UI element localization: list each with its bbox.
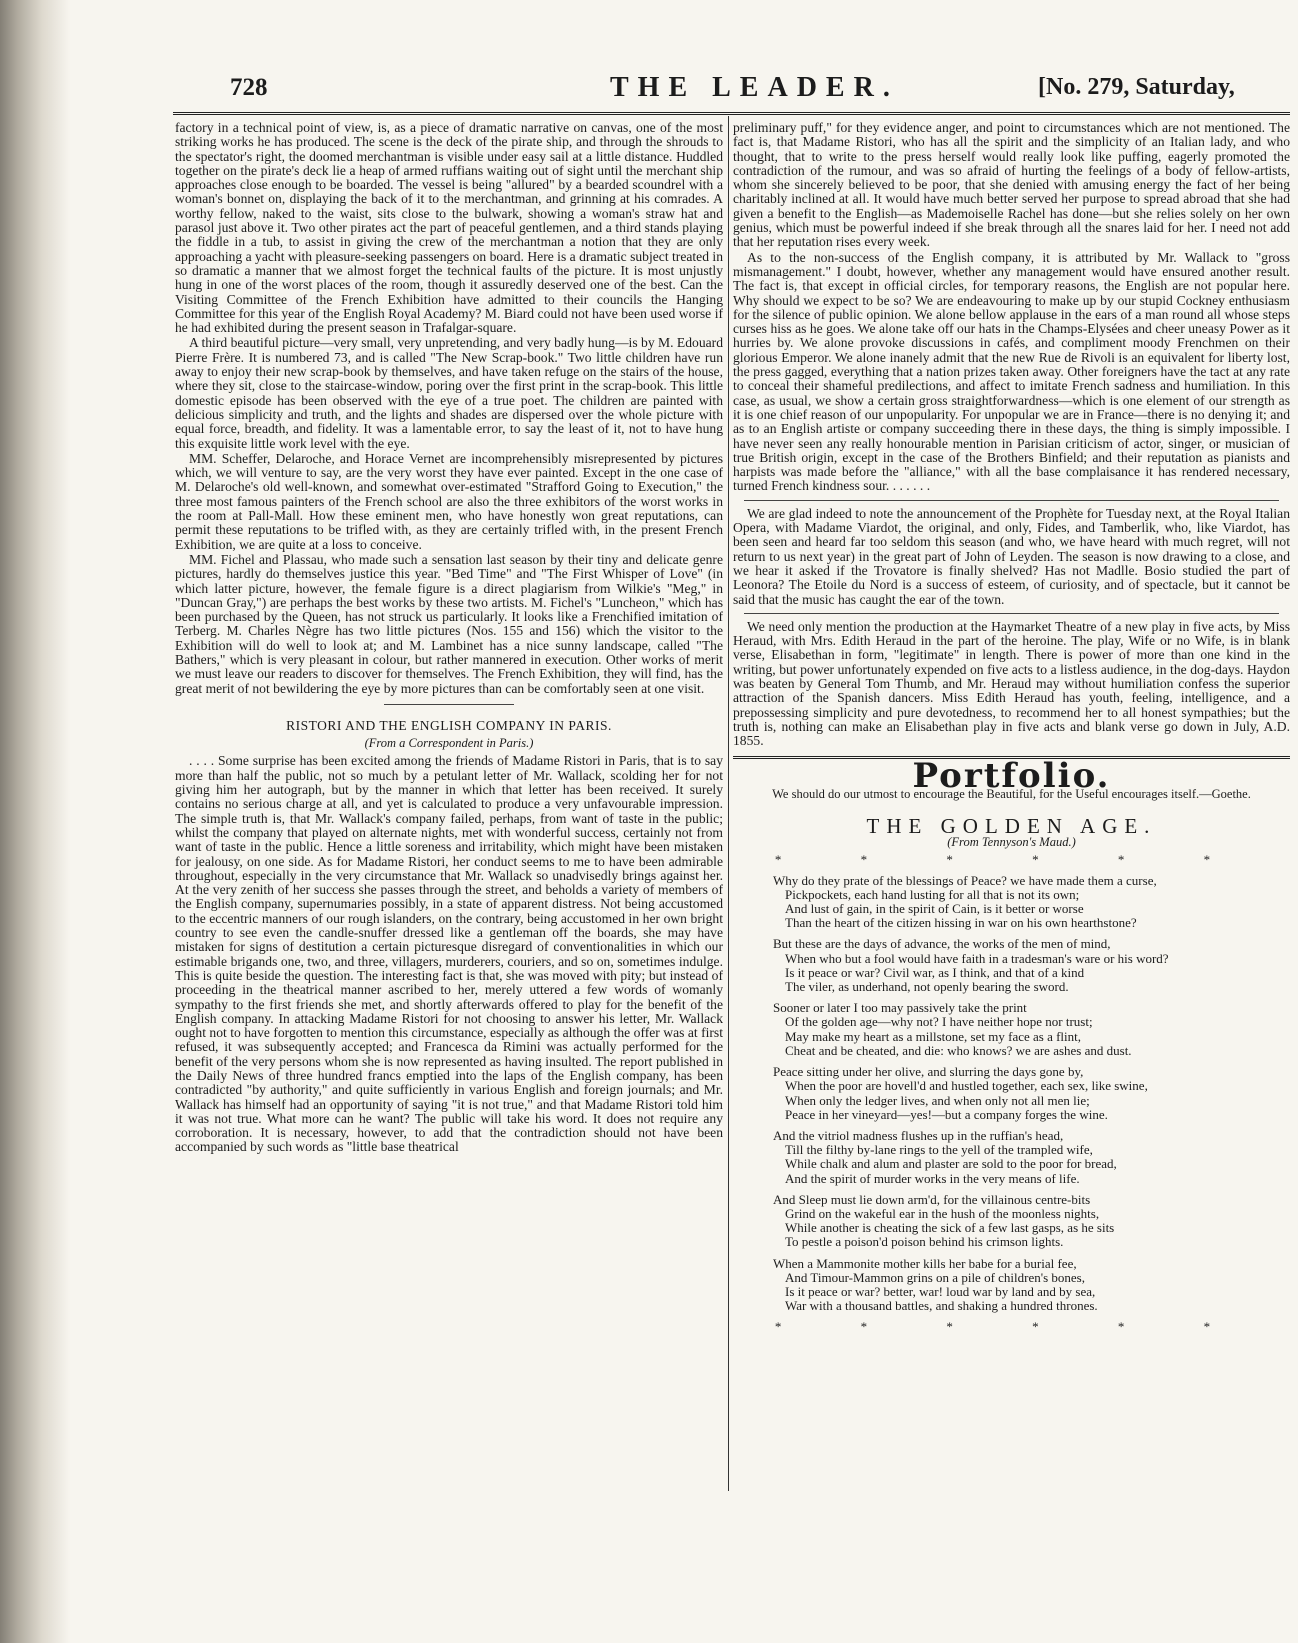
paragraph: A third beautiful picture—very small, very unpretending, and very badly hung—is by M. Edouard Pierre Frère. It is numbered 73, and is called "The New Scrap-book." Two little children have run away to enjoy their new scrap-book by themselves, and have taken refuge on the stairs of the house, where they sit, close to the staircase-window, poring over the first print in the scrap-book. This little domestic episode has been observed with the eye of a true poet. The children are painted with delicious simplicity and truth, and the lights and shades are dispersed over the whole picture with equal force, breadth, and fidelity. It was a lamentable error, to say the least of it, not to have hung this exquisite little work level with the eye. bbox=[175, 335, 723, 451]
paragraph: As to the non-success of the English company, it is attributed by Mr. Wallack to "gross mismanagement." I doubt, however, whether any management would have ensured another result. The fact is, that except in official circles, for temporary reasons, the English are not popular here. Why should we expect to be so? We are endeavouring to make up by our stupid Cockney enthusiasm for the silence of public opinion. We alone bellow applause in the ears of a man round all whose steps curses hiss as he goes. We alone take off our hats in the Champs-Elysées and cheer uneasy Power as it hurries by. We alone provoke discussions in cafés, and compliment moody Frenchmen on their glorious Emperor. We alone inanely admit that the new Rue de Rivoli is an equivalent for liberty lost, the press gagged, everything that a nation prizes taken away. Other foreigners have the tact at any rate to conceal their shameful predilections, and affect to imitate French sadness and humiliation. In this case, as usual, we show a certain gross straightforwardness—which is one element of our strength as it is one chief reason of our unpopularity. For unpopular we are in France—there is no denying it; and as to an English artiste or company succeeding there in these days, the thing is simply impossible. I have never seen any really honourable mention in Parisian criticism of actor, singer, or musician of true British origin, except in the case of the Brothers Binfield; and their reputation as pianists and harpists was made before the "alliance," with all the base complaisance it has rendered necessary, turned French kindness sour. . . . . . . bbox=[733, 249, 1290, 494]
header-rule bbox=[173, 112, 1290, 115]
star-separator: * * * * * * bbox=[774, 852, 1249, 868]
poem-stanza bbox=[773, 874, 1290, 931]
poem-line: Cheat and be cheated, and die: who knows? we are ashes and dust. bbox=[785, 1042, 1132, 1058]
poem-line: Pickpockets, each hand lusting for all that is not its own; bbox=[785, 886, 1080, 902]
poem-line: The viler, as underhand, not openly bearing the sword. bbox=[785, 979, 1069, 995]
poem-line: Grind on the wakeful ear in the hush of the moonless nights, bbox=[785, 1205, 1100, 1221]
page-spine-shadow bbox=[0, 0, 70, 1643]
left-column bbox=[175, 121, 723, 1611]
poem-line: And Sleep must lie down arm'd, for the villainous centre-bits bbox=[773, 1191, 1091, 1207]
poem-line: Till the filthy by-lane rings to the yell of the trampled wife, bbox=[785, 1142, 1093, 1158]
page-number: 728 bbox=[230, 74, 268, 101]
poem-title: THE GOLDEN AGE. bbox=[866, 813, 1157, 838]
portfolio-heading: Portfolio. bbox=[912, 756, 1111, 797]
poem-source: (From Tennyson's Maud.) bbox=[947, 835, 1076, 850]
poem-line: And lust of gain, in the spirit of Cain, is it better or worse bbox=[785, 901, 1084, 917]
paragraph: preliminary puff," for they evidence anger, and point to circumstances which are not mentioned. The fact is, that Madame Ristori, who has all the spirit and the simplicity of an Italian lady, and who thought, that to write to the press herself would really look like puffing, eagerly promoted the contradiction of the rumour, and was so afraid of hurting the feelings of a body of fellow-artists, whom she sincerely believed to be poor, that she denied with amusing energy the fact of her being charitably inclined at all. It would have much better served her purpose to spread abroad that she had given a benefit to the English—as Mademoiselle Rachel has done—but she relies solely on her own genius, which must be powerful indeed if she break through all the snares laid for her. I need not add that her reputation rises every week. bbox=[733, 121, 1290, 250]
poem-line: When only the ledger lives, and when only not all men lie; bbox=[785, 1092, 1090, 1108]
poem-stanza bbox=[773, 1257, 1290, 1314]
article-body: . . . . Some surprise has been excited among the friends of Madame Ristori in Paris, that is to say more than half the public, not so much by a petulant letter of Mr. Wallack, scolding her for not giving him her autograph, but by the manner in which that letter has been received. It surely contains no serious charge at all, and yet is calculated to produce a very unfavourable impression. The simple truth is, that Mr. Wallack's company failed, perhaps, from want of taste in the public; whilst the company that played on alternate nights, met with wonderful success, certainly not from want of taste in the public. Hence a little soreness and irritability, which might have been mistaken for jealousy, on one side. As for Madame Ristori, her conduct seems to me to have been admirable throughout, especially in the very circumstance that Mr. Wallack so unadvisedly brings against her. At the very zenith of her success she passes through the street, and beholds a variety of members of the English company, supernumaries possibly, in a state of apparent distress. Not being accustomed to the eccentric manners of our rough islanders, on the contrary, being accustomed in her own bright country to see even the candle-snuffer dressed like a gentleman off the boards, she may have mistaken for signs of destitution a certain picturesque disregard of conventionalities in which our estimable brigands one, two, and three, villagers, murderers, couriers, and so on, sometimes indulge. This is quite beside the question. The interesting fact is that, she was moved with pity; but instead of proceeding in the theatrical manner ascribed to her, merely uttered a few words of womanly sympathy to the first friends she met, and shortly afterwards offered to play for the benefit of the English company. In attacking Madame Ristori for not choosing to answer his letter, Mr. Wallack ought not to have forgotten to mention this circumstance, especially as although the offer was at first refused, it was subsequently accepted; and Francesca da Rimini was actually performed for the benefit of the very persons whom she is now represented as having insulted. The report published in the Daily News of three hundred francs emptied into the laps of the English company, has been contradicted "by authority," and quite sufficiently in various English and foreign journals; and Mr. Wallack has himself had an opportunity of saying "it is not true," and that Madame Ristori told him it was not true. What more can he want? The public will take his word. It does not require any corroboration. It is necessary, however, to add that the contradiction should not have been accompanied by such words as "little base theatrical bbox=[175, 753, 723, 1155]
poem-line: But these are the days of advance, the works of the men of mind, bbox=[773, 936, 1111, 952]
poem-line: May make my heart as a millstone, set my face as a flint, bbox=[785, 1028, 1082, 1044]
article-subtitle: (From a Correspondent in Paris.) bbox=[364, 736, 534, 751]
poem-line: While another is cheating the sick of a few last gasps, as he sits bbox=[785, 1220, 1115, 1236]
poem-stanza bbox=[773, 1193, 1290, 1250]
poem-line: Is it peace or war? better, war! loud war by land and by sea, bbox=[785, 1283, 1096, 1299]
poem-body bbox=[773, 874, 1290, 1314]
issue-number: [No. 279, Saturday, bbox=[1038, 74, 1235, 100]
poem-line: And the vitriol madness flushes up in the ruffian's head, bbox=[773, 1127, 1064, 1143]
poem-stanza bbox=[773, 1001, 1290, 1058]
section-rule bbox=[744, 500, 1279, 501]
poem-line: When the poor are hovell'd and hustled together, each sex, like swine, bbox=[785, 1078, 1148, 1094]
poem-line: War with a thousand battles, and shaking a hundred thrones. bbox=[785, 1298, 1098, 1314]
poem-line: To pestle a poison'd poison behind his crimson lights. bbox=[785, 1234, 1064, 1250]
end-star-separator: * * * * * * bbox=[774, 1319, 1249, 1335]
masthead-title: THE LEADER. bbox=[610, 72, 899, 103]
poem-line: And the spirit of murder works in the very means of life. bbox=[785, 1170, 1080, 1186]
poem-stanza bbox=[773, 937, 1290, 994]
poem-line: When a Mammonite mother kills her babe for a burial fee, bbox=[773, 1255, 1077, 1271]
poem-line: Why do they prate of the blessings of Peace? we have made them a curse, bbox=[773, 872, 1157, 888]
haymarket-paragraph: We need only mention the production at the Haymarket Theatre of a new play in five acts, by Miss Heraud, with Mrs. Edith Heraud in the part of the heroine. The play, Wife or no Wife, is in blank verse, Elisabethan in form, "legitimate" in length. There is power of more than one kind in the writing, but power unfortunately expended on five acts to a listless audience, in the dog-days. Haydon was beaten by General Tom Thumb, and Mr. Heraud may without humiliation confess the superior attraction of the Spanish dancers. Miss Edith Heraud has youth, feeling, intelligence, and a prepossessing simplicity and pure devotedness, to recommend her to all honest sympathies; but the truth is, nothing can make an Elisabethan play in five acts and blank verse go down in July, A.D. 1855. bbox=[733, 618, 1290, 749]
poem-line: When who but a fool would have faith in a tradesman's ware or his word? bbox=[785, 950, 1169, 966]
poem-stanza bbox=[773, 1065, 1290, 1122]
column-divider bbox=[728, 116, 729, 1491]
poem-line: Sooner or later I too may passively take the print bbox=[773, 1000, 1027, 1016]
poem-line: Peace sitting under her olive, and slurring the days gone by, bbox=[773, 1064, 1084, 1080]
paragraph: MM. Fichel and Plassau, who made such a sensation last season by their tiny and delicate genre pictures, hardly do themselves justice this year. "Bed Time" and "The First Whisper of Love" (in which latter picture, however, the female figure is a direct plagiarism from Wilkie's "Meg," in "Duncan Gray,") are perhaps the best works by these two artists. M. Fichel's "Luncheon," which has been purchased by the Queen, has not struck us particularly. It looks like a Frenchified imitation of Terberg. M. Charles Nègre has two little pictures (Nos. 155 and 156) which the visitor to the Exhibition will do well to look at; and M. Lambinet has a nice sunny landscape, called "The Bathers," which is very pleasant in colour, but rather mannered in execution. Other works of merit we must leave our readers to discover for themselves. The French Exhibition, they will find, has the great merit of not bewildering the eye by more pictures than can be comfortably seen at one visit. bbox=[175, 551, 723, 696]
poem-line: Than the heart of the citizen hissing in war on his own hearthstone? bbox=[785, 915, 1137, 931]
paragraph: factory in a technical point of view, is, as a piece of dramatic narrative on canvas, one of the most striking works he has produced. The scene is the deck of the pirate ship, and through the shrouds to the spectator's right, the doomed merchantman is visible under easy sail at a little distance. Huddled together on the pirate's deck lie a heap of armed ruffians waiting out of sight until the merchant ship approaches close enough to be boarded. The vessel is being "allured" by a bearded scoundrel with a woman's bonnet on, displaying the back of it to the merchantman, and grinning at his comrades. A worthy fellow, naked to the waist, sits close to the bulwark, showing a woman's straw hat and parasol just above it. Two other pirates act the part of peaceful gentlemen, and a third stands playing the fiddle in a tub, to assist in giving the crew of the merchantman a notion that they are only approaching a yacht with pleasure-seeking passengers on board. Here is a dramatic subject treated in so dramatic a manner that we almost forget the technical faults of the picture. It is most unjustly hung in one of the worst places of the room, though it assuredly deserved one of the best. Can the Visiting Committee of the French Exhibition have admitted to their councils the Hanging Committee for this year of the English Royal Academy? M. Biard could not have been used worse if he had exhibited during the present season in Trafalgar-square. bbox=[175, 121, 723, 336]
page-header bbox=[230, 72, 1290, 112]
poem-line: While chalk and alum and plaster are sold to the poor for bread, bbox=[785, 1156, 1117, 1172]
poem-line: Is it peace or war? Civil war, as I think, and that of a kind bbox=[785, 964, 1085, 980]
portfolio-motto: We should do our utmost to encourage the Beautiful, for the Useful encourages itself.—Goethe. bbox=[772, 786, 1251, 801]
opera-paragraph: We are glad indeed to note the announcement of the Prophète for Tuesday next, at the Royal Italian Opera, with Madame Viardot, the original, and only, Fides, and Tamberlik, who, like Viardot, has been seen and heard far too seldom this season (and who, we have heard with much regret, will not return to us next year) in the great part of John of Leyden. The season is now drawing to a close, and we hear it asked if the Trovatore is finally shelved? Has not Madlle. Bosio studied the part of Leonora? The Etoile du Nord is a success of esteem, of curiosity, and of spectacle, but it cannot be said that the music has caught the ear of the town. bbox=[733, 505, 1290, 607]
section-rule bbox=[384, 704, 514, 705]
article-title: RISTORI AND THE ENGLISH COMPANY IN PARIS. bbox=[286, 717, 612, 733]
poem-line: And Timour-Mammon grins on a pile of children's bones, bbox=[785, 1269, 1085, 1285]
paragraph: MM. Scheffer, Delaroche, and Horace Vernet are incomprehensibly misrepresented by pictures which, we will venture to say, are the very worst they have ever painted. Except in the one case of M. Delaroche's old well-known, and somewhat over-estimated "Strafford Going to Execution," the three most famous painters of the French school are also the three exhibitors of the worst works in the room at Pall-Mall. How these eminent men, who have honestly won great reputations, can permit these reputations to be trifled with, as they are certainly trifled with, in the present French Exhibition, we are quite at a loss to conceive. bbox=[175, 450, 723, 552]
poem-line: Peace in her vineyard—yes!—but a company forges the wine. bbox=[785, 1106, 1108, 1122]
right-column bbox=[733, 121, 1290, 1611]
poem-stanza bbox=[773, 1129, 1290, 1186]
section-rule bbox=[744, 613, 1279, 614]
poem-line: Of the golden age—why not? I have neither hope nor trust; bbox=[785, 1014, 1093, 1030]
